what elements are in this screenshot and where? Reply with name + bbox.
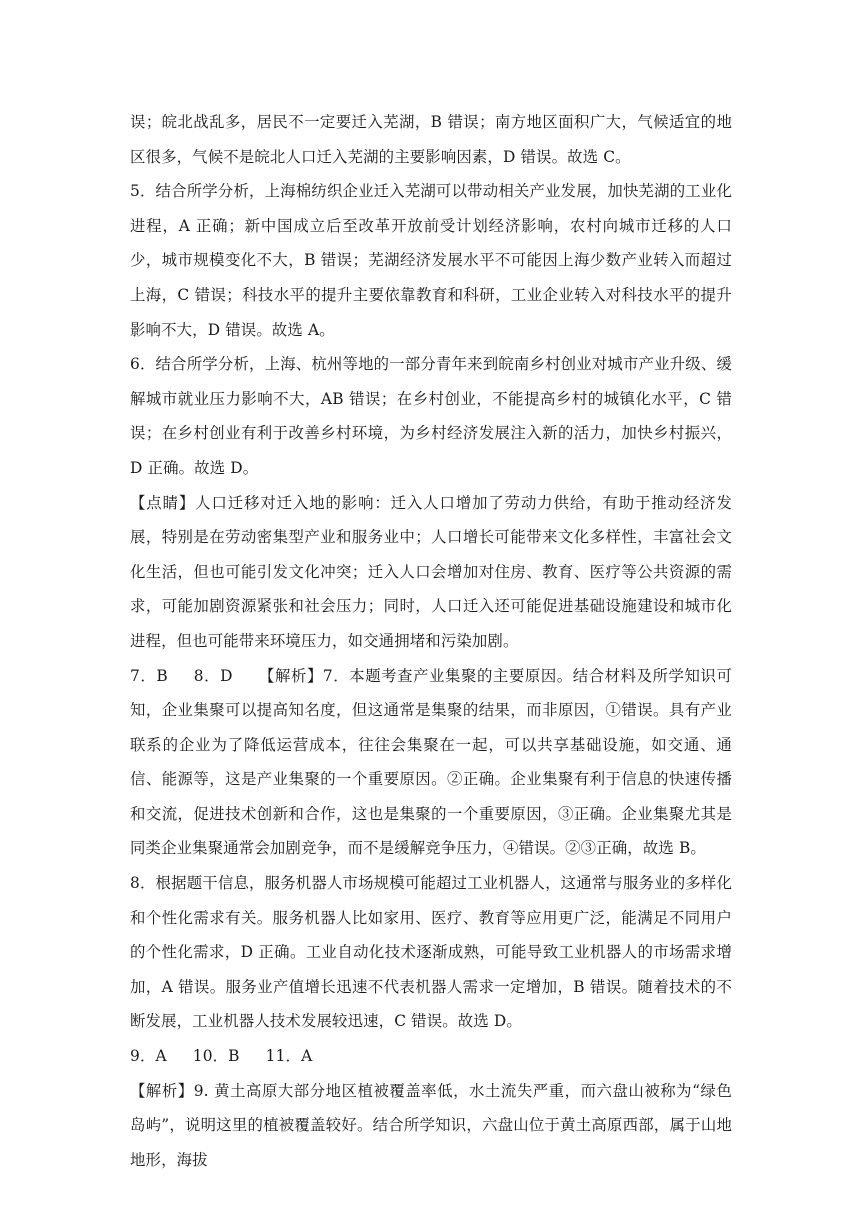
answer-q10: 10．B <box>192 1047 240 1066</box>
answer-explanations <box>130 105 732 1177</box>
answer-q8: 8．D <box>193 666 233 685</box>
paragraph-dianjing-tip: 【点睛】人口迁移对迁入地的影响：迁入人口增加了劳动力供给，有助于推动经济发展，特别是在劳动密集型产业和服务业中；人口增长可能带来文化多样性，丰富社会文化生活，但也可能引发文化冲突；迁入人口会增加对住房、教育、医疗等公共资源的需求，可能加剧资源紧张和社会压力；同时，人口迁入还可能促进基础设施建设和城市化进程，但也可能带来环境压力，如交通拥堵和污染加剧。 <box>130 493 732 650</box>
paragraph-q9-explanation: 【解析】9. 黄土高原大部分地区植被覆盖率低，水土流失严重，而六盘山被称为“绿色岛屿”，说明这里的植被覆盖较好。结合所学知识，六盘山位于黄土高原西部，属于山地地形，海拔 <box>130 1081 732 1169</box>
paragraph-q6-explanation: 6．结合所学分析，上海、杭州等地的一部分青年来到皖南乡村创业对城市产业升级、缓解城市就业压力影响不大，AB 错误；在乡村创业，不能提高乡村的城镇化水平，C 错误；在乡村创业有利于改善乡村环境，为乡村经济发展注入新的活力，加快乡村振兴，D 正确。故选 D。 <box>130 355 732 477</box>
answer-q7: 7．B <box>130 666 168 685</box>
paragraph-q8-explanation: 8．根据题干信息，服务机器人市场规模可能超过工业机器人，这通常与服务业的多样化和个性化需求有关。服务机器人比如家用、医疗、教育等应用更广泛，能满足不同用户的个性化需求，D 正确。工业自动化技术逐渐成熟，可能导致工业机器人的市场需求增加，A 错误。服务业产值增长迅速不代表机器人需求一定增加，B 错误。随着技术的不断发展，工业机器人技术发展较迅速，C 错误。故选 D。 <box>130 874 732 1031</box>
paragraph-q7-explanation: 7．B 8．D 【解析】7．本题考查产业集聚的主要原因。结合材料及所学知识可知，企业集聚可以提高知名度，但这通常是集聚的结果，而非原因，①错误。具有产业联系的企业为了降低运营成本，往往会集聚在一起，可以共享基础设施，如交通、通信、能源等，这是产业集聚的一个重要原因。②正确。企业集聚有利于信息的快速传播和交流，促进技术创新和合作，这也是集聚的一个重要原因，③正确。企业集聚尤其是同类企业集聚通常会加剧竞争，而不是缓解竞争压力，④错误。②③正确，故选 B。 <box>130 666 732 858</box>
answer-q11: 11．A <box>265 1047 313 1066</box>
answer-q9: 9．A <box>130 1047 167 1066</box>
paragraph-q5-explanation: 5．结合所学分析，上海棉纺织企业迁入芜湖可以带动相关产业发展，加快芜湖的工业化进程，A 正确；新中国成立后至改革开放前受计划经济影响，农村向城市迁移的人口少，城市规模变化不大，B 错误；芜湖经济发展水平不可能因上海少数产业转入而超过上海，C 错误；科技水平的提升主要依靠教育和科研，工业企业转入对科技水平的提升影响不大，D 错误。故选 A。 <box>130 182 732 339</box>
paragraph-q4-continuation: 误；皖北战乱多，居民不一定要迁入芜湖，B 错误；南方地区面积广大，气候适宜的地区很多，气候不是皖北人口迁入芜湖的主要影响因素，D 错误。故选 C。 <box>130 113 732 166</box>
answers-q9-q11 <box>130 1039 732 1074</box>
